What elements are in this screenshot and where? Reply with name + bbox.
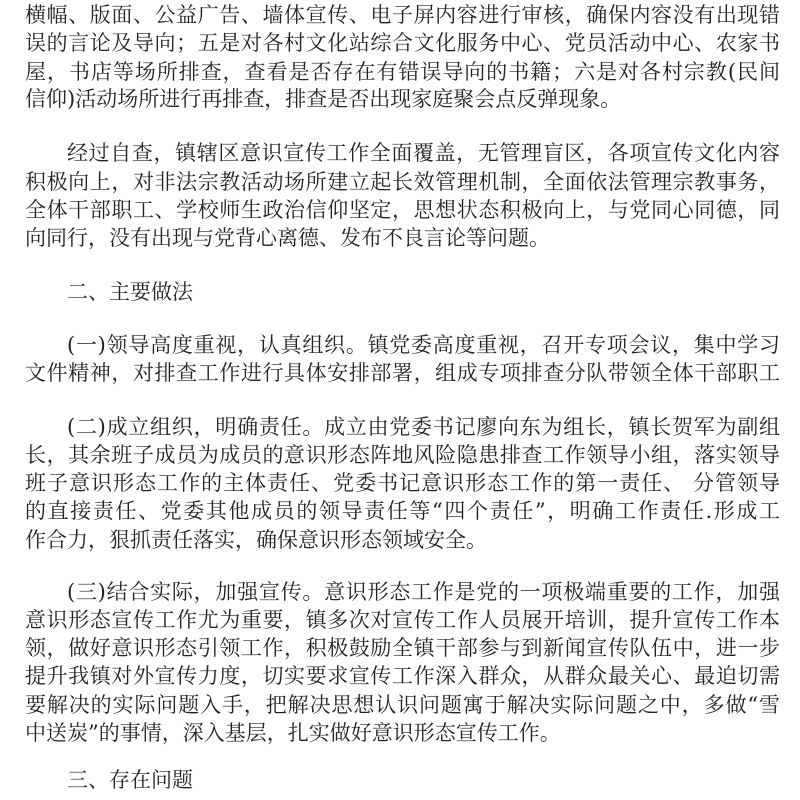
paragraph-line: 的直接责任、党委其他成员的领导责任等“四个责任”，明确工作责任.形成工: [25, 499, 780, 523]
paragraph-line: 积极向上，对非法宗教活动场所建立起长效管理机制，全面依法管理宗教事务，: [25, 170, 780, 194]
paragraph-line: 横幅、版面、公益广告、墙体宣传、电子屏内容进行审核，确保内容没有出现错: [25, 3, 780, 27]
paragraph-line: (三)结合实际，加强宣传。意识形态工作是党的一项极端重要的工作，加强: [67, 580, 780, 604]
paragraph-line: (一)领导高度重视，认真组织。镇党委高度重视，召开专项会议，集中学习: [67, 333, 780, 357]
paragraph-line: 中送炭”的事情，深入基层，扎实做好意识形态宣传工作。: [25, 721, 561, 745]
paragraph-line: 屋，书店等场所排查，查看是否存在有错误导向的书籍；六是对各村宗教(民间: [25, 60, 780, 84]
paragraph-line: 意识形态宣传工作尤为重要，镇多次对宣传工作人员展开培训，提升宣传工作本: [25, 608, 780, 632]
paragraph-line: 领，做好意识形态引领工作，积极鼓励全镇干部参与到新闻宣传队伍中，进一步: [25, 636, 780, 660]
section-heading: 二、主要做法: [67, 280, 193, 304]
paragraph-line: 班子意识形态工作的主体责任、党委书记意识形态工作的第一责任、 分管领导: [25, 471, 780, 495]
paragraph-line: 误的言论及导向；五是对各村文化站综合文化服务中心、党员活动中心、农家书: [25, 31, 780, 55]
paragraph-line: 提升我镇对外宣传力度，切实要求宣传工作深入群众，从群众最关心、最迫切需: [25, 664, 780, 688]
paragraph-line: 要解决的实际问题入手，把解决思想认识问题寓于解决实际问题之中，多做“雪: [25, 693, 780, 717]
paragraph-line: (二)成立组织，明确责任。成立由党委书记廖向东为组长，镇长贺军为副组: [67, 415, 780, 439]
section-heading: 三、存在问题: [67, 768, 193, 792]
paragraph-line: 向同行，没有出现与党背心离德、发布不良言论等问题。: [25, 226, 550, 250]
paragraph-line: 经过自查，镇辖区意识宣传工作全面覆盖，无管理盲区，各项宣传文化内容: [67, 141, 780, 165]
paragraph-line: 作合力，狠抓责任落实，确保意识形态领域安全。: [25, 528, 487, 552]
paragraph-line: 文件精神，对排查工作进行具体安排部署，组成专项排查分队带领全体干部职工: [25, 361, 780, 385]
paragraph-line: 信仰)活动场所进行再排查，排查是否出现家庭聚会点反弹现象。: [25, 87, 622, 111]
paragraph-line: 全体干部职工、学校师生政治信仰坚定，思想状态积极向上，与党同心同德，同: [25, 198, 780, 222]
paragraph-line: 长，其余班子成员为成员的意识形态阵地风险隐患排查工作领导小组，落实领导: [25, 443, 780, 467]
